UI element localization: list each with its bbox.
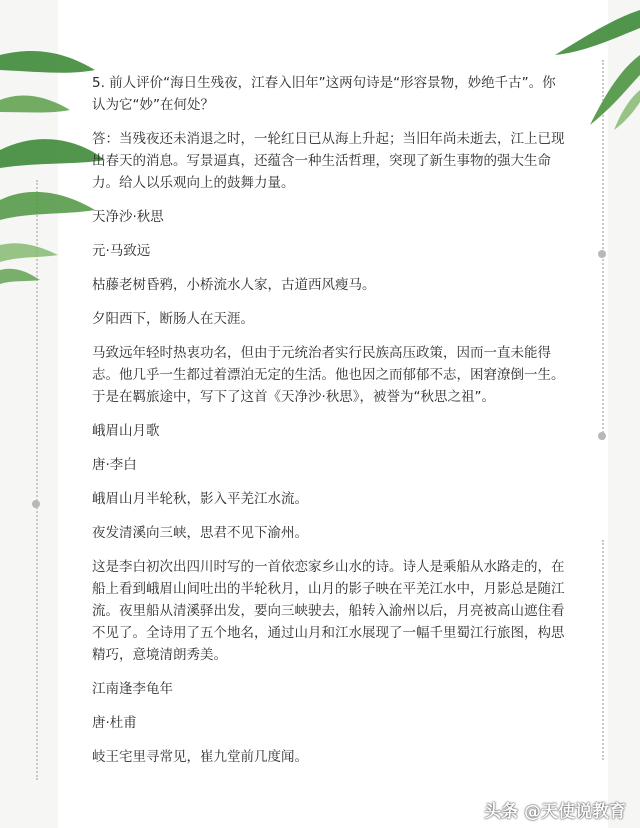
right-dot-marker xyxy=(598,250,606,258)
right-dot-marker-lower xyxy=(598,432,606,440)
poem-title-emei: 峨眉山月歌 xyxy=(92,423,160,439)
poem-line-2: 夕阳西下，断肠人在天涯。 xyxy=(92,311,254,327)
document-content xyxy=(92,72,568,780)
poem-line-4: 夜发清溪向三峡，思君不见下渝州。 xyxy=(92,525,308,541)
right-dotted-line-lower xyxy=(602,540,604,760)
poem-title-jiangnan: 江南逢李龟年 xyxy=(92,681,173,697)
question-5: 5. 前人评价“海日生残夜，江春入旧年”这两句诗是“形容景物，妙绝千古”。你认为它“妙”在何处？ xyxy=(92,75,556,113)
poem-author-ma-zhiyuan: 元·马致远 xyxy=(92,243,151,259)
answer-5: 答：当残夜还未消退之时，一轮红日已从海上升起；当旧年尚未逝去，江上已现出春天的消息。写景逼真，还蕴含一种生活哲理，突现了新生事物的强大生命力。给人以乐观向上的鼓舞力量。 xyxy=(92,131,565,191)
poem-author-du-fu: 唐·杜甫 xyxy=(92,715,137,731)
left-dot-marker xyxy=(32,500,40,508)
source-watermark: 头条 @天使说教育 xyxy=(484,802,626,822)
poem-commentary-tianjingsha: 马致远年轻时热衷功名，但由于元统治者实行民族高压政策，因而一直未能得志。他几乎一生都过着漂泊无定的生活。他也因之而郁郁不志，困窘潦倒一生。于是在羁旅途中，写下了这首《天净沙·秋思》，被誉为“秋思之祖”。 xyxy=(92,345,565,405)
poem-commentary-emei: 这是李白初次出四川时写的一首依恋家乡山水的诗。诗人是乘船从水路走的，在船上看到峨眉山间吐出的半轮秋月，山月的影子映在平羌江水中，月影总是随江流。夜里船从清溪驿出发，要向三峡驶去，船转入渝州以后，月亮被高山遮住看不见了。全诗用了五个地名，通过山月和江水展现了一幅千里蜀江行旅图，构思精巧，意境清朗秀美。 xyxy=(92,559,565,663)
poem-line-3: 峨眉山月半轮秋，影入平羌江水流。 xyxy=(92,491,308,507)
poem-line-1: 枯藤老树昏鸦，小桥流水人家，古道西风瘦马。 xyxy=(92,277,376,293)
poem-line-5: 岐王宅里寻常见，崔九堂前几度闻。 xyxy=(92,749,308,765)
poem-author-li-bai: 唐·李白 xyxy=(92,457,137,473)
poem-title-tianjingsha: 天净沙·秋思 xyxy=(92,209,164,225)
